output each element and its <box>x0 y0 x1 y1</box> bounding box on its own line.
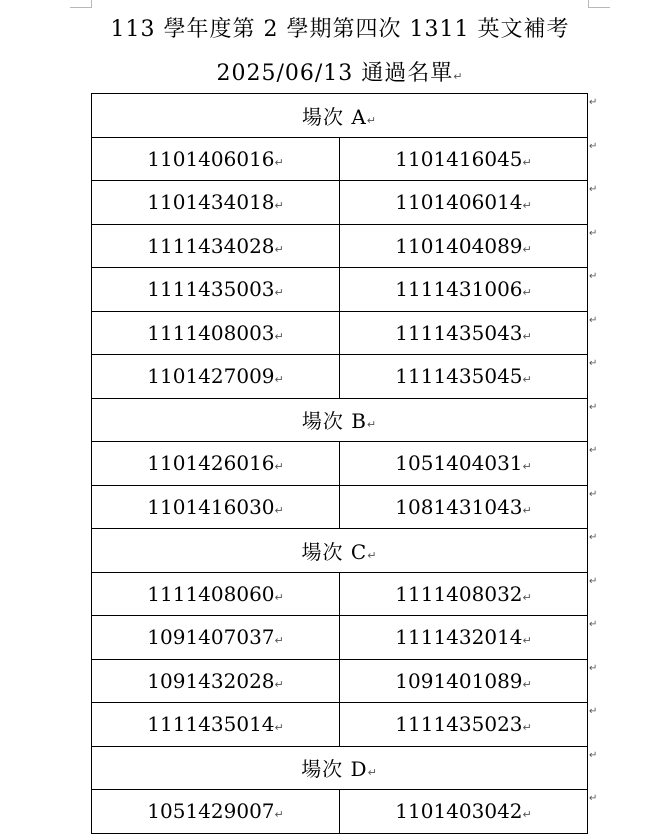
student-id-cell <box>340 311 588 355</box>
student-id: 1111434028 <box>147 233 275 258</box>
session-label-text: 場次 C <box>301 539 368 564</box>
student-id: 1091432028 <box>147 668 275 693</box>
session-label <box>92 94 588 138</box>
student-id: 1101426016 <box>147 451 275 476</box>
row-end-mark: ↵ <box>589 140 598 152</box>
student-id-cell <box>340 572 588 616</box>
student-id: 1101416030 <box>147 494 275 519</box>
cell-mark: ↵ <box>274 242 284 256</box>
cell-mark: ↵ <box>522 373 532 387</box>
student-id-cell <box>340 224 588 268</box>
student-id-row <box>92 790 588 834</box>
session-header-row <box>92 398 588 442</box>
row-end-mark: ↵ <box>589 314 598 326</box>
cell-mark: ↵ <box>274 460 284 474</box>
row-end-mark: ↵ <box>589 271 598 282</box>
document-subtitle <box>0 56 670 87</box>
student-id: 1091401089 <box>395 668 523 693</box>
student-id: 1091407037 <box>147 625 275 650</box>
session-label-text: 場次 B <box>301 409 367 434</box>
student-id-cell <box>92 442 340 486</box>
row-end-mark: ↵ <box>589 184 598 195</box>
student-id: 1101427009 <box>147 364 275 389</box>
student-id-cell <box>92 311 340 355</box>
student-id-cell <box>340 703 588 747</box>
student-id-row <box>92 181 588 225</box>
student-id: 1111435023 <box>395 712 523 737</box>
paragraph-mark: ↵ <box>453 70 464 83</box>
session-header-row <box>92 94 588 138</box>
row-end-mark: ↵ <box>589 619 598 630</box>
cell-mark: ↵ <box>522 242 532 256</box>
student-id-cell <box>92 790 340 834</box>
student-id-cell <box>340 442 588 486</box>
cell-mark: ↵ <box>274 199 284 213</box>
cell-mark: ↵ <box>522 460 532 474</box>
cell-mark: ↵ <box>522 677 532 691</box>
row-end-mark: ↵ <box>589 445 598 456</box>
row-end-mark: ↵ <box>589 749 598 761</box>
student-id: 1051404031 <box>395 451 523 476</box>
student-id-cell <box>92 485 340 529</box>
cell-mark: ↵ <box>367 548 378 562</box>
student-id: 1111408032 <box>395 581 523 606</box>
cell-mark: ↵ <box>366 418 378 432</box>
student-id-cell <box>92 268 340 312</box>
student-id-cell <box>340 268 588 312</box>
cell-mark: ↵ <box>522 721 532 735</box>
student-id-cell <box>340 790 588 834</box>
student-id-cell <box>340 181 588 225</box>
cell-mark: ↵ <box>522 503 532 517</box>
student-id-cell <box>340 659 588 703</box>
cell-mark: ↵ <box>522 155 532 169</box>
cell-mark: ↵ <box>522 808 532 822</box>
cell-mark: ↵ <box>274 503 284 517</box>
student-id-cell <box>92 572 340 616</box>
student-id: 1101406016 <box>147 146 275 171</box>
row-end-mark: ↵ <box>589 227 598 239</box>
student-id: 1111435045 <box>395 364 523 389</box>
student-id-row <box>92 442 588 486</box>
cell-mark: ↵ <box>522 199 532 213</box>
document-title <box>0 12 670 43</box>
session-label-text: 場次 A <box>301 104 367 129</box>
crop-mark-left-horizontal <box>70 7 92 8</box>
student-id: 1051429007 <box>147 799 275 824</box>
cell-mark: ↵ <box>274 808 284 822</box>
student-id-cell <box>92 181 340 225</box>
row-end-mark: ↵ <box>589 575 598 587</box>
student-id-row <box>92 659 588 703</box>
row-end-mark: ↵ <box>589 97 598 108</box>
student-id: 1111435043 <box>395 320 523 345</box>
student-id-cell <box>92 659 340 703</box>
student-id-cell <box>92 355 340 399</box>
student-id-row <box>92 485 588 529</box>
student-id: 1111435003 <box>147 277 275 302</box>
student-id-cell <box>92 616 340 660</box>
cell-mark: ↵ <box>274 155 284 169</box>
student-id-cell <box>92 224 340 268</box>
cell-mark: ↵ <box>367 766 378 780</box>
session-header-row <box>92 529 588 573</box>
cell-mark: ↵ <box>274 373 284 387</box>
student-id-row <box>92 268 588 312</box>
student-id-cell <box>340 616 588 660</box>
student-id-cell <box>92 703 340 747</box>
student-id: 1101404089 <box>395 233 523 258</box>
cell-mark: ↵ <box>522 590 532 604</box>
pass-list-table <box>91 93 588 834</box>
cell-mark: ↵ <box>366 113 378 127</box>
session-label <box>92 529 588 573</box>
cell-mark: ↵ <box>522 634 532 648</box>
student-id: 1111408003 <box>147 320 275 345</box>
cell-mark: ↵ <box>522 329 532 343</box>
student-id: 1111408060 <box>147 581 275 606</box>
cell-mark: ↵ <box>274 329 284 343</box>
row-end-mark: ↵ <box>589 706 598 717</box>
row-end-mark: ↵ <box>589 358 598 369</box>
student-id-row <box>92 572 588 616</box>
row-end-mark: ↵ <box>589 662 598 674</box>
document-subtitle-text: 2025/06/13 通過名單 <box>216 61 454 86</box>
cell-mark: ↵ <box>274 286 284 300</box>
row-end-mark: ↵ <box>589 532 598 543</box>
student-id-row <box>92 137 588 181</box>
session-label-text: 場次 D <box>301 757 368 782</box>
student-id-cell <box>92 137 340 181</box>
cell-mark: ↵ <box>274 590 284 604</box>
row-end-mark: ↵ <box>589 793 598 804</box>
crop-mark-right-horizontal <box>588 7 610 8</box>
student-id: 1101406014 <box>395 190 523 215</box>
student-id-row <box>92 703 588 747</box>
session-label <box>92 746 588 790</box>
student-id-row <box>92 224 588 268</box>
student-id: 1081431043 <box>395 494 523 519</box>
student-id-row <box>92 616 588 660</box>
student-id: 1101403042 <box>395 799 523 824</box>
cell-mark: ↵ <box>274 721 284 735</box>
row-end-mark: ↵ <box>589 488 598 500</box>
row-end-mark: ↵ <box>589 401 598 413</box>
session-header-row <box>92 746 588 790</box>
cell-mark: ↵ <box>274 677 284 691</box>
student-id: 1101434018 <box>147 190 275 215</box>
student-id-cell <box>340 485 588 529</box>
student-id-row <box>92 355 588 399</box>
session-label <box>92 398 588 442</box>
student-id-cell <box>340 137 588 181</box>
student-id: 1111435014 <box>147 712 275 737</box>
student-id: 1111431006 <box>395 277 523 302</box>
cell-mark: ↵ <box>274 634 284 648</box>
document-title-text: 113 學年度第 2 學期第四次 1311 英文補考 <box>110 17 570 42</box>
student-id: 1101416045 <box>395 146 523 171</box>
student-id-row <box>92 311 588 355</box>
cell-mark: ↵ <box>522 286 532 300</box>
student-id-cell <box>340 355 588 399</box>
student-id: 1111432014 <box>395 625 523 650</box>
